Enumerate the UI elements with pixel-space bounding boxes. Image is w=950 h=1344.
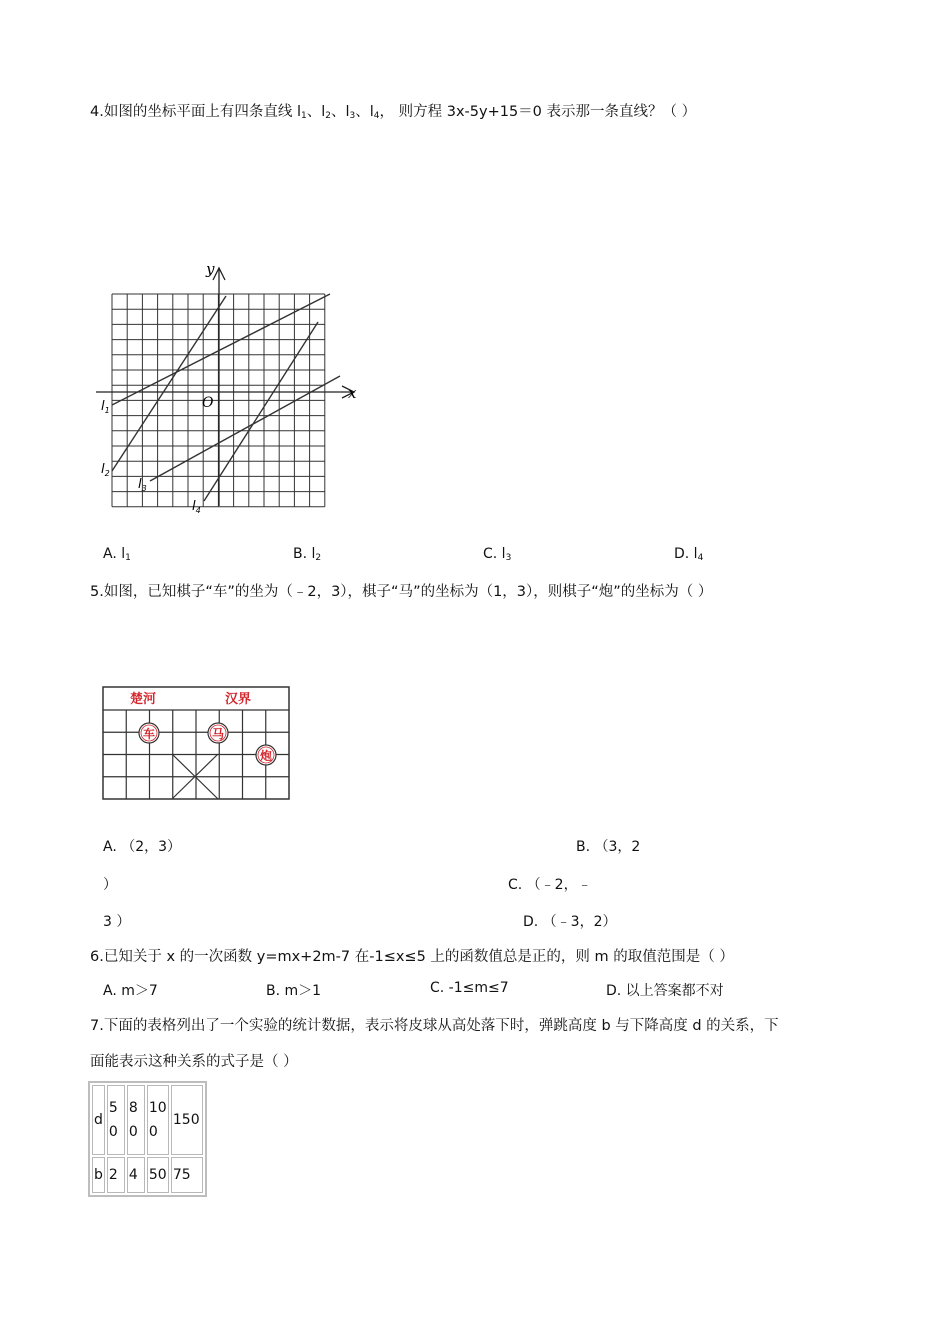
q6-option-d[interactable]: D. 以上答案都不对	[606, 983, 724, 999]
q5-option-d[interactable]: D. （﹣3，2）	[523, 914, 617, 930]
q5-option-c[interactable]: C. （﹣2，﹣	[508, 877, 592, 893]
river-label-left: 楚河	[130, 692, 157, 707]
q4-option-d[interactable]: D. $l_4$	[674, 546, 704, 563]
l3-label: $l_3$	[138, 477, 147, 493]
q6-option-c[interactable]: C. -1≤m≤7	[430, 980, 509, 996]
table-cell: b	[92, 1157, 105, 1193]
table-cell: 75	[171, 1157, 203, 1193]
q6-option-a[interactable]: A. m＞7	[103, 983, 158, 999]
x-axis-label: x	[348, 384, 357, 402]
q4-option-c[interactable]: C. $l_3$	[483, 546, 512, 563]
q6-option-b[interactable]: B. m＞1	[266, 983, 322, 999]
question-4-text: 4.如图的坐标平面上有四条直线 $l_1$、$l_2$、$l_3$、$l_4$， 则方程 3x-5y+15＝0 表示那一条直线？（ ）	[90, 104, 697, 121]
piece-che	[139, 723, 159, 743]
table-cell: 50	[147, 1157, 169, 1193]
table-row-d	[92, 1085, 203, 1155]
question-7-text-line1: 7.下面的表格列出了一个实验的统计数据，表示将皮球从高处落下时，弹跳高度 b 与下降高度 d 的关系，下	[90, 1018, 779, 1034]
q5-option-b-continued: ）	[103, 877, 117, 893]
svg-text:车: 车	[143, 727, 156, 741]
piece-ma	[208, 723, 228, 743]
piece-pao	[256, 745, 276, 765]
question-7-text-line2: 面能表示这种关系的式子是（ ）	[90, 1054, 298, 1070]
question-5-text: 5.如图，已知棋子“车”的坐为（﹣2，3），棋子“马”的坐标为（1，3），则棋子“炮”的坐标为（ ）	[90, 584, 713, 600]
svg-text:马: 马	[212, 727, 225, 741]
q4-option-b[interactable]: B. $l_2$	[293, 546, 322, 563]
l4-label: $l_4$	[192, 499, 201, 515]
y-axis-label: y	[206, 260, 215, 278]
question-6-text: 6.已知关于 x 的一次函数 y=mx+2m-7 在-1≤x≤5 上的函数值总是正的，则 m 的取值范围是（ ）	[90, 949, 734, 965]
river-label-right: 汉界	[225, 692, 252, 707]
table-cell: d	[92, 1085, 105, 1155]
table-cell: 80	[127, 1085, 145, 1155]
table-cell: 100	[147, 1085, 169, 1155]
table-cell: 2	[107, 1157, 125, 1193]
table-cell: 150	[171, 1085, 203, 1155]
svg-text:炮: 炮	[260, 749, 273, 763]
l2-label: $l_2$	[101, 462, 110, 478]
data-table	[88, 1081, 207, 1197]
line-l1	[112, 294, 330, 405]
q5-option-a[interactable]: A. （2，3）	[103, 839, 182, 855]
origin-label: O	[202, 395, 214, 411]
table-row-b	[92, 1157, 203, 1193]
table-cell: 4	[127, 1157, 145, 1193]
q4-option-a[interactable]: A. $l_1$	[103, 546, 131, 563]
l1-label: $l_1$	[101, 399, 110, 415]
q5-option-b[interactable]: B. （3，2	[576, 839, 641, 855]
q5-option-c-continued: 3 ）	[103, 914, 131, 930]
line-l2	[112, 296, 226, 471]
table-cell: 50	[107, 1085, 125, 1155]
coordinate-grid-figure	[92, 258, 364, 520]
chessboard-figure	[100, 684, 292, 802]
